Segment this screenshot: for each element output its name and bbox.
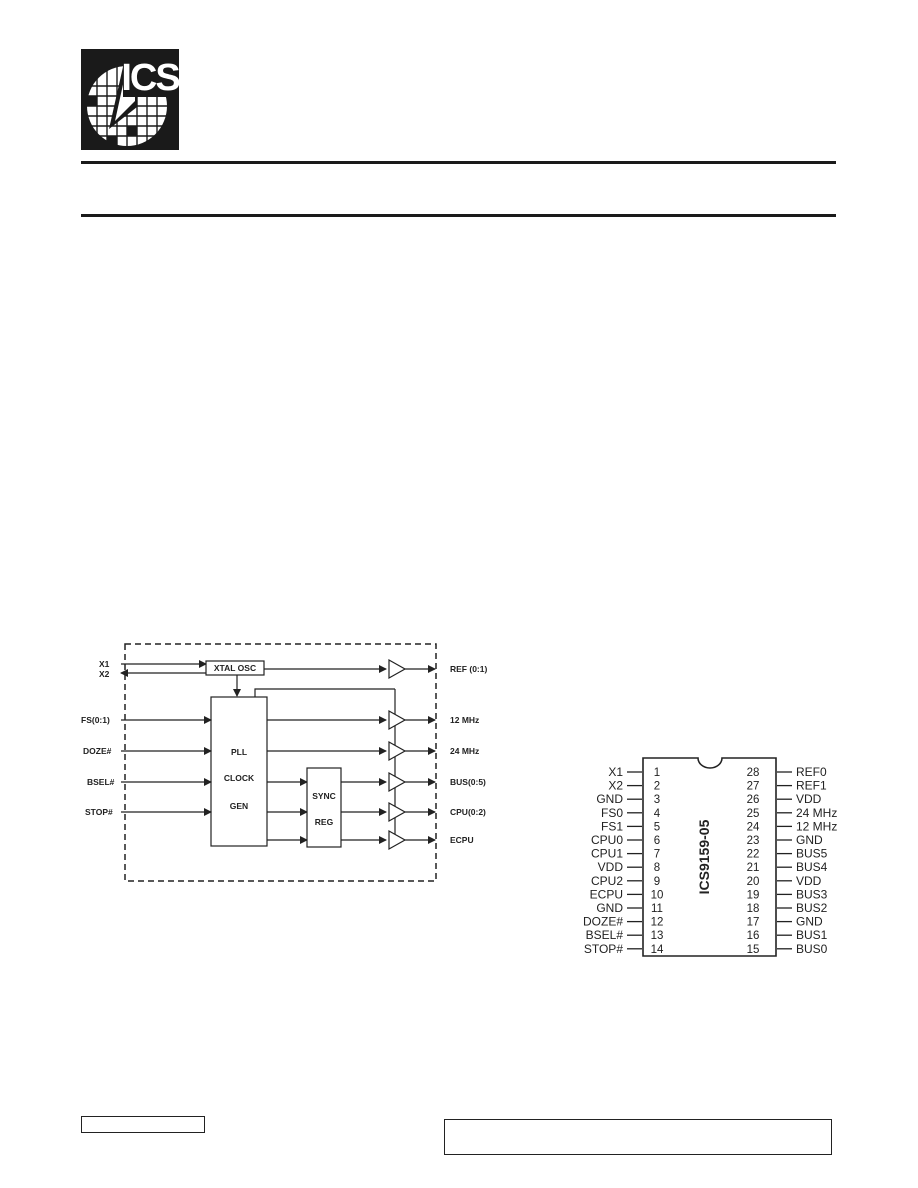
logo-text: ICS (121, 57, 179, 99)
pin-number: 6 (653, 835, 661, 847)
input-fs-label: FS(0:1) (81, 715, 110, 725)
output-ref-label: REF (0:1) (450, 664, 488, 674)
pin-number: 14 (650, 943, 664, 956)
pin-number: 1 (653, 767, 661, 779)
pin-number: 23 (746, 835, 760, 847)
pin-number: 16 (746, 930, 760, 943)
pin-name: GND (596, 792, 623, 807)
pin-number: 11 (651, 903, 663, 915)
pin-name: BUS2 (796, 901, 828, 915)
pin-name: X1 (608, 765, 623, 779)
pin-name: REF1 (796, 778, 827, 793)
pin-name: STOP# (583, 941, 623, 956)
gen-label: GEN (229, 801, 249, 811)
pin-name: BSEL# (585, 928, 623, 943)
clock-label: CLOCK (223, 773, 255, 783)
pin-name: FS1 (600, 819, 623, 834)
pin-name: BUS0 (796, 941, 828, 956)
pin-name: 12 MHz (796, 819, 838, 834)
pin-name: ECPU (589, 887, 623, 902)
pin-number: 22 (746, 848, 760, 861)
pin-configuration (560, 750, 850, 965)
pin-number: 19 (746, 889, 760, 902)
output-cpu-label: CPU(0:2) (450, 807, 486, 817)
footer-right-box (444, 1119, 832, 1155)
pin-name: BUS5 (796, 846, 828, 861)
input-bsel-label: BSEL# (87, 777, 115, 787)
pin-number: 5 (653, 821, 661, 834)
pin-number: 28 (746, 767, 760, 779)
output-12mhz-label: 12 MHz (450, 715, 480, 725)
pin-name: FS0 (600, 805, 623, 820)
pll-label: PLL (230, 747, 248, 757)
pin-number: 12 (650, 916, 664, 929)
footer-left-box (81, 1116, 205, 1133)
pin-number: 17 (746, 916, 760, 929)
pin-name: GND (596, 901, 623, 915)
pin-number: 15 (746, 943, 760, 956)
pin-number: 21 (746, 862, 760, 875)
input-x2-label: X2 (99, 669, 110, 679)
input-x1-label: X1 (99, 659, 110, 669)
pin-number: 3 (653, 794, 661, 807)
pin-name: VDD (796, 792, 822, 807)
pin-name: CPU2 (590, 873, 623, 888)
pin-name: 24 MHz (796, 805, 838, 820)
pin-name: REF0 (796, 765, 827, 779)
pin-name: X2 (608, 778, 623, 793)
pin-name: BUS1 (796, 928, 828, 943)
pin-number: 27 (746, 780, 760, 793)
output-24mhz-label: 24 MHz (450, 746, 480, 756)
output-ecpu-label: ECPU (450, 835, 474, 845)
xtal-osc-label: XTAL OSC (213, 663, 257, 673)
pin-number: 24 (746, 821, 760, 834)
pin-name: BUS4 (796, 860, 828, 875)
pin-name: GND (796, 914, 823, 929)
pin-number: 26 (746, 794, 760, 807)
header-rule-top (81, 161, 836, 164)
pin-name: CPU0 (590, 833, 623, 847)
ics-logo (81, 49, 179, 150)
pin-number: 9 (653, 875, 661, 888)
pin-number: 10 (650, 889, 664, 902)
input-doze-label: DOZE# (83, 746, 112, 756)
pin-number: 2 (653, 780, 661, 793)
pin-name: GND (796, 833, 823, 847)
pin-number: 18 (746, 903, 760, 915)
pin-name: DOZE# (582, 914, 623, 929)
pin-name: VDD (796, 873, 822, 888)
pin-name: BUS3 (796, 887, 828, 902)
pin-number: 25 (746, 807, 760, 820)
block-diagram (81, 636, 511, 886)
pin-name: CPU1 (590, 846, 623, 861)
pin-number: 4 (653, 807, 661, 820)
pin-number: 8 (653, 862, 661, 875)
reg-label: REG (314, 817, 334, 827)
pin-number: 13 (650, 930, 664, 943)
pin-number: 7 (653, 848, 661, 861)
part-number: ICS9159-05 (696, 819, 712, 895)
sync-label: SYNC (312, 791, 336, 801)
header-rule-bottom (81, 214, 836, 217)
output-bus-label: BUS(0:5) (450, 777, 486, 787)
pin-number: 20 (746, 875, 760, 888)
pin-name: VDD (597, 860, 623, 875)
input-stop-label: STOP# (85, 807, 113, 817)
